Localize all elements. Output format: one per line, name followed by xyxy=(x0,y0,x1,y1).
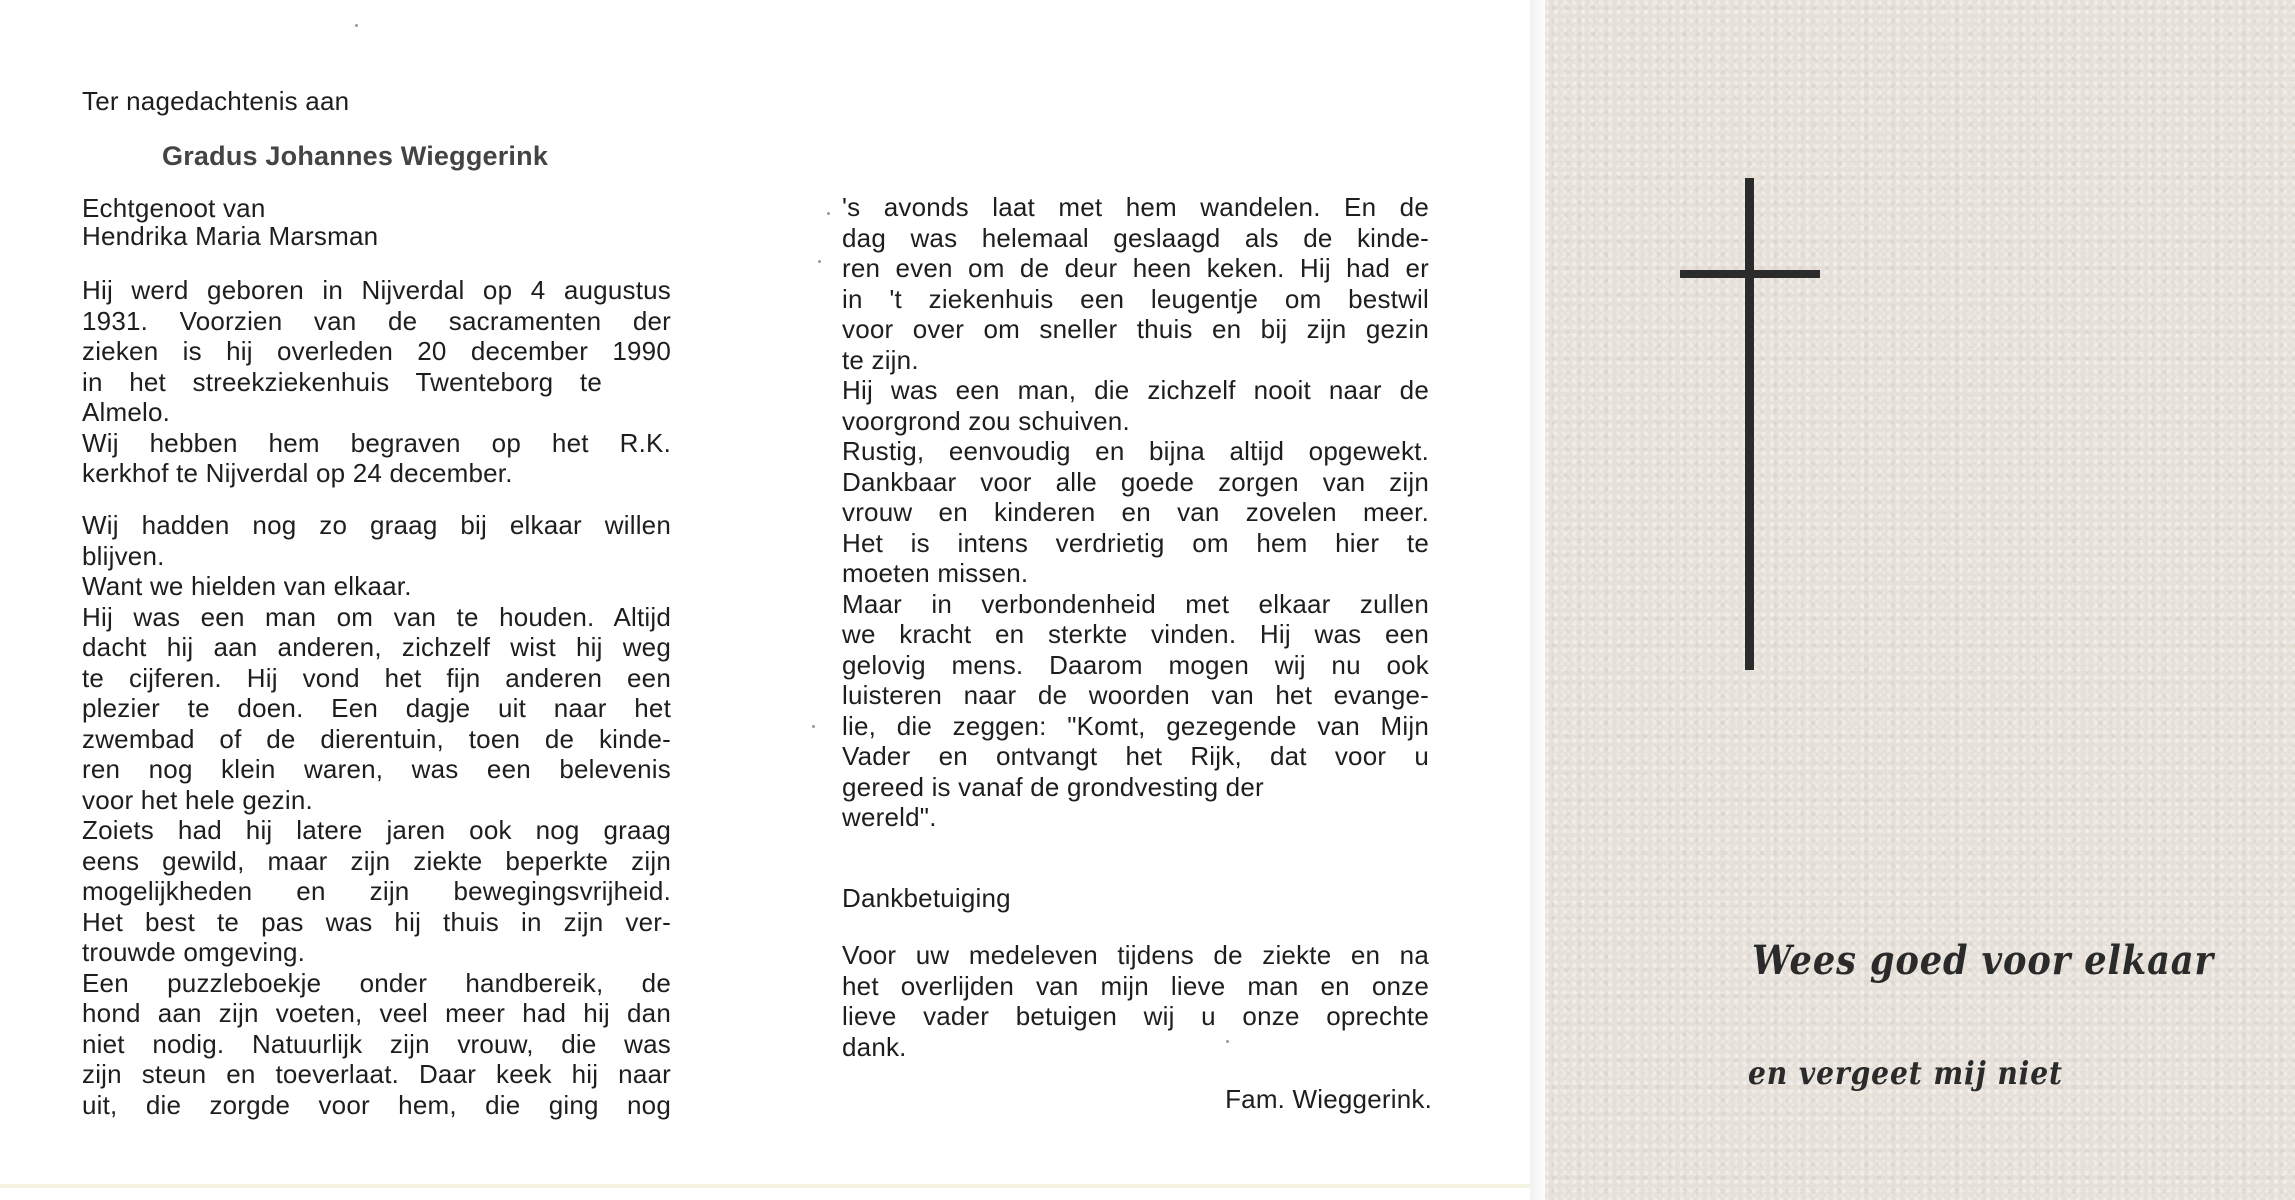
text-line: dag was helemaal geslaagd als de kinde- xyxy=(842,222,1429,253)
text-line: plezier te doen. Een dagje uit naar het xyxy=(82,693,671,723)
text-line: blijven. xyxy=(82,540,165,571)
motto-line-2: en vergeet mij niet xyxy=(1748,1054,2063,1092)
text-line: luisteren naar de woorden van het evange- xyxy=(842,680,1429,710)
spouse-label: Echtgenoot van xyxy=(82,193,266,223)
bio-line: zieken is hij overleden 20 december 1990 xyxy=(82,336,671,366)
text-line: wereld". xyxy=(842,802,937,832)
bio-line: in het streekziekenhuis Twenteborg te xyxy=(82,366,602,397)
cover-sheet xyxy=(1555,10,2287,1192)
bio-line: Wij hebben hem begraven op het R.K. xyxy=(82,427,671,458)
text-line: uit, die zorgde voor hem, die ging nog xyxy=(82,1089,671,1120)
text-line: Hij was een man, die zichzelf nooit naar de xyxy=(842,375,1429,405)
text-line: hond aan zijn voeten, veel meer had hij dan xyxy=(82,998,671,1028)
thanks-heading: Dankbetuiging xyxy=(842,883,1011,913)
text-line: trouwde omgeving. xyxy=(82,937,306,967)
text-line: 's avonds laat met hem wandelen. En de xyxy=(842,192,1429,222)
text-line: ren nog klein waren, was een belevenis xyxy=(82,754,671,784)
text-line: Rustig, eenvoudig en bijna altijd opgewekt. xyxy=(842,436,1429,466)
bottom-edge-stripe xyxy=(0,1184,1530,1188)
text-line: mogelijkheden en zijn bewegingsvrijheid. xyxy=(82,876,671,906)
text-line: voorgrond zou schuiven. xyxy=(842,405,1130,436)
text-line: Vader en ontvangt het Rijk, dat voor u xyxy=(842,741,1429,771)
thanks-line: lieve vader betuigen wij u onze oprechte xyxy=(842,1001,1429,1031)
paper-speck xyxy=(827,212,830,215)
text-line: in 't ziekenhuis een leugentje om bestwil xyxy=(842,283,1429,314)
text-line: moeten missen. xyxy=(842,558,1029,588)
text-line: Maar in verbondenheid met elkaar zullen xyxy=(842,588,1429,619)
motto-line-1: Wees goed voor elkaar xyxy=(1752,937,2214,984)
text-line: Het best te pas was hij thuis in zijn ver- xyxy=(82,906,671,937)
text-line: Zoiets had hij latere jaren ook nog graag xyxy=(82,815,671,845)
text-line: dacht hij aan anderen, zichzelf wist hij weg xyxy=(82,632,671,662)
text-line: niet nodig. Natuurlijk zijn vrouw, die was xyxy=(82,1028,671,1059)
family-signature: Fam. Wieggerink. xyxy=(1225,1084,1432,1114)
bio-line: kerkhof te Nijverdal op 24 december. xyxy=(82,458,513,488)
text-line: te cijferen. Hij vond het fijn anderen een xyxy=(82,662,671,693)
cross-icon xyxy=(1675,178,1825,678)
bio-line: 1931. Voorzien van de sacramenten der xyxy=(82,305,671,336)
text-line: lie, die zeggen: "Komt, gezegende van Mijn xyxy=(842,710,1429,741)
text-line: Want we hielden van elkaar. xyxy=(82,571,412,601)
text-line: eens gewild, maar zijn ziekte beperkte zijn xyxy=(82,845,671,876)
bio-line: Hij werd geboren in Nijverdal op 4 augustus xyxy=(82,275,671,305)
text-line: vrouw en kinderen en van zovelen meer. xyxy=(842,497,1429,527)
text-line: gelovig mens. Daarom mogen wij nu ook xyxy=(842,649,1429,680)
intro-text: Ter nagedachtenis aan xyxy=(82,86,350,116)
deceased-name: Gradus Johannes Wieggerink xyxy=(162,141,549,171)
text-line: Het is intens verdrietig om hem hier te xyxy=(842,527,1429,558)
paper-speck xyxy=(818,260,821,263)
spouse-name: Hendrika Maria Marsman xyxy=(82,221,379,251)
text-line: Hij was een man om van te houden. Altijd xyxy=(82,601,671,632)
paper-speck xyxy=(812,725,815,728)
text-line: Wij hadden nog zo graag bij elkaar willen xyxy=(82,510,671,540)
text-line: Een puzzleboekje onder handbereik, de xyxy=(82,967,671,998)
text-line: we kracht en sterkte vinden. Hij was een xyxy=(842,619,1429,649)
paper-speck xyxy=(355,24,358,27)
thanks-line: dank. xyxy=(842,1031,907,1062)
paper-speck xyxy=(1226,1040,1229,1043)
text-line: voor over om sneller thuis en bij zijn gezin xyxy=(842,314,1429,344)
fold-line xyxy=(1530,0,1544,1200)
text-line: ren even om de deur heen keken. Hij had er xyxy=(842,253,1429,283)
thanks-line: Voor uw medeleven tijdens de ziekte en na xyxy=(842,940,1429,970)
thanks-line: het overlijden van mijn lieve man en onze xyxy=(842,970,1429,1001)
text-line: zijn steun en toeverlaat. Daar keek hij naar xyxy=(82,1059,671,1089)
text-line: zwembad of de dierentuin, toen de kinde- xyxy=(82,723,671,754)
text-line: te zijn. xyxy=(842,344,919,375)
text-line: voor het hele gezin. xyxy=(82,784,313,815)
text-line: gereed is vanaf de grondvesting der xyxy=(842,771,1264,802)
bio-line: Almelo. xyxy=(82,397,171,427)
text-line: Dankbaar voor alle goede zorgen van zijn xyxy=(842,466,1429,497)
